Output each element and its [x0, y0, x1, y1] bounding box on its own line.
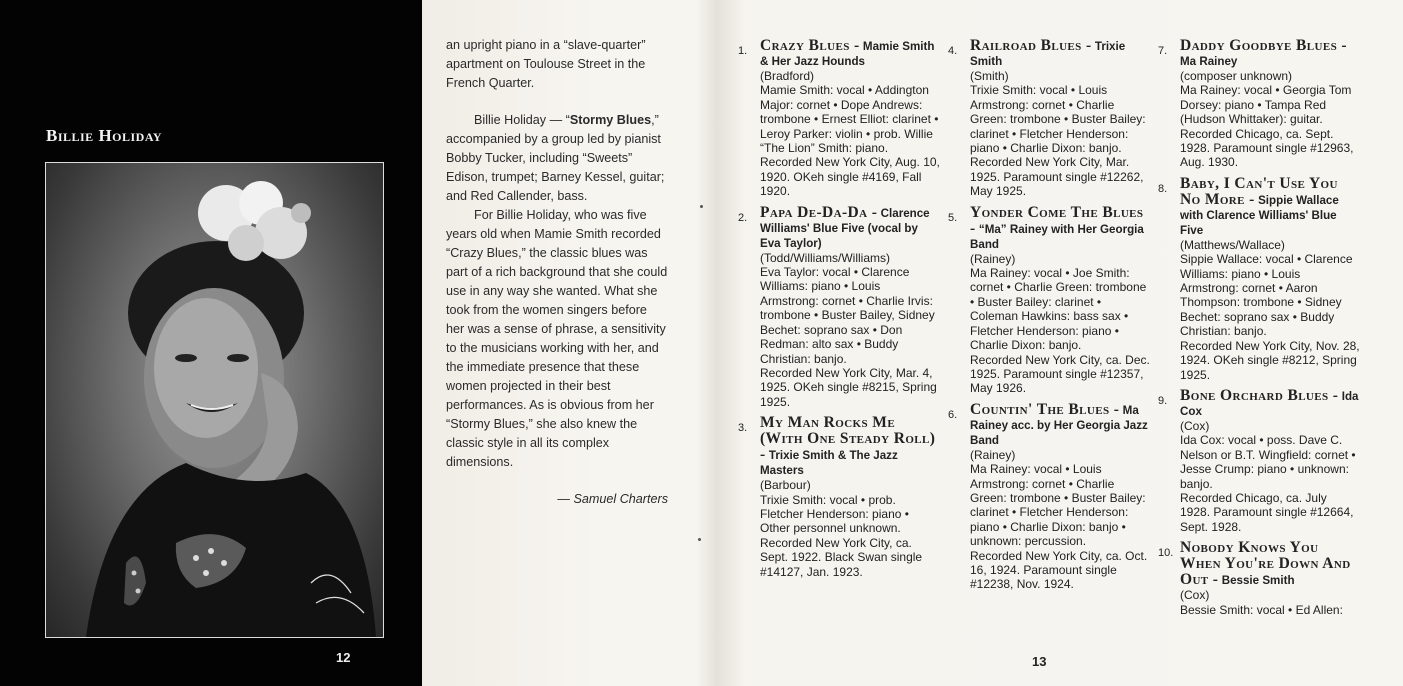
track-artist: Trixie Smith	[970, 40, 1126, 68]
track-recording: Recorded Chicago, ca. Sept. 1928. Paramount single #12963, Aug. 1930.	[1180, 126, 1354, 170]
track-entry	[738, 37, 940, 199]
track-personnel: Trixie Smith: vocal • Louis Armstrong: cornet • Charlie Green: trombone • Buster Bailey: clarinet • Fletcher Henderson: piano • Charlie Dixon: banjo.	[970, 83, 1146, 156]
track-entry	[948, 400, 1150, 592]
track-number: 10.	[1158, 547, 1174, 560]
track-title: Papa De-Da-Da -	[760, 203, 878, 221]
track-number: 4.	[948, 45, 958, 57]
track-title: Baby, I Can't Use You No More -	[1180, 174, 1338, 208]
track-personnel: Ma Rainey: vocal • Georgia Tom Dorsey: piano • Tampa Red (Hudson Whittaker): guitar.	[1180, 83, 1352, 127]
right-page	[422, 0, 1403, 686]
page-number-left: 12	[336, 650, 351, 665]
page-speck	[700, 205, 703, 208]
track-composer: (Rainey)	[970, 447, 1016, 462]
track-artist: Clarence Williams' Blue Five (vocal by Eva Taylor)	[760, 206, 930, 250]
track-recording: Recorded New York City, ca. Dec. 1925. Paramount single #12357, May 1926.	[970, 352, 1150, 396]
track-artist: Ida Cox	[1180, 389, 1359, 418]
track-title: Countin' The Blues -	[970, 400, 1120, 418]
track-number: 8.	[1158, 182, 1168, 195]
track-title: Nobody Knows You When You're Down And Out -	[1180, 539, 1351, 589]
track-recording: Recorded New York City, Nov. 28, 1924. OKeh single #8212, Spring 1925.	[1180, 338, 1360, 382]
track-number: 7.	[1158, 45, 1168, 57]
track-personnel: Ma Rainey: vocal • Louis Armstrong: cornet • Charlie Green: trombone • Buster Bailey: clarinet • Fletcher Henderson: piano • Charlie Dixon: banjo • unknown: percussion.	[970, 462, 1146, 549]
track-personnel: Ma Rainey: vocal • Joe Smith: cornet • Charlie Green: trombone • Buster Bailey: clarinet • Coleman Hawkins: bass sax • Fletcher Henderson: piano • Charlie Dixon: banjo.	[970, 266, 1147, 353]
track-recording: Recorded New York City, ca. Sept. 1922. Black Swan single #14127, Jan. 1923.	[760, 535, 923, 579]
essay-signature: — Samuel Charters	[557, 492, 668, 506]
track-entry	[738, 414, 940, 579]
track-title: Daddy Goodbye Blues -	[1180, 37, 1347, 54]
page-number-right: 13	[1032, 654, 1047, 669]
portrait-photo	[45, 162, 384, 638]
track-recording: Recorded New York City, ca. Oct. 16, 1924. Paramount single #12238, Nov. 1924.	[970, 548, 1148, 592]
track-entry	[1158, 174, 1360, 382]
track-entry	[1158, 539, 1360, 617]
track-artist: “Ma” Rainey with Her Georgia Band	[970, 222, 1144, 251]
essay-text	[446, 36, 668, 509]
track-composer: (Bradford)	[760, 69, 815, 83]
track-entry	[948, 203, 1150, 396]
track-personnel: Eva Taylor: vocal • Clarence Williams: piano • Louis Armstrong: cornet • Charlie Irvis: trombone • Buster Bailey, Sidney Bechet: soprano sax • Don Redman: alto sax • Buddy Christian: banjo.	[760, 265, 935, 366]
track-entry	[738, 203, 940, 409]
track-composer: (Cox)	[1180, 418, 1210, 433]
track-entry	[1158, 37, 1360, 170]
track-column-2	[948, 37, 1150, 598]
track-number: 2.	[738, 211, 748, 224]
essay-p2-bold: Stormy Blues	[569, 113, 652, 127]
track-entry	[1158, 386, 1360, 534]
track-composer: (Todd/Williams/Williams)	[760, 250, 891, 265]
track-artist: Bessie Smith	[1221, 574, 1295, 588]
page-speck	[698, 538, 701, 541]
track-number: 9.	[1158, 394, 1168, 407]
track-number: 6.	[948, 408, 958, 421]
track-column-3	[1158, 37, 1360, 623]
track-title: My Man Rocks Me (With One Steady Roll) -	[760, 414, 936, 464]
track-artist: Ma Rainey	[1180, 55, 1238, 68]
left-page	[0, 0, 422, 686]
track-artist: Ma Rainey acc. by Her Georgia Jazz Band	[970, 403, 1148, 447]
track-artist: Sippie Wallace with Clarence Williams' Blue Five	[1180, 193, 1339, 237]
track-personnel: Trixie Smith: vocal • prob. Fletcher Henderson: piano • Other personnel unknown.	[760, 492, 909, 536]
track-personnel: Bessie Smith: vocal • Ed Allen:	[1180, 602, 1343, 617]
page-title: Billie Holiday	[46, 126, 163, 145]
track-title: Yonder Come The Blues -	[970, 203, 1144, 237]
track-artist: Mamie Smith & Her Jazz Hounds	[760, 40, 935, 68]
essay-p2-end: ,” accompanied by a group led by pianist Bobby Tucker, including “Sweets” Edison, trumpet; Barney Kessel, guitar; and Red Callender, bass.	[446, 113, 665, 203]
track-title: Crazy Blues -	[760, 37, 860, 54]
track-personnel: Mamie Smith: vocal • Addington Major: cornet • Dope Andrews: trombone • Ernest Elliot: clarinet • Leroy Parker: violin • prob. Willie “The Lion” Smith: piano.	[760, 83, 939, 156]
portrait-illustration	[46, 163, 383, 637]
track-personnel: Sippie Wallace: vocal • Clarence Williams: piano • Louis Armstrong: cornet • Aaron Thompson: trombone • Sidney Bechet: soprano sax • Buddy Christian: banjo.	[1180, 252, 1353, 339]
track-composer: (Rainey)	[970, 251, 1016, 266]
track-artist: Trixie Smith & The Jazz Masters	[760, 449, 898, 478]
track-recording: Recorded New York City, Mar. 4, 1925. OKeh single #8215, Spring 1925.	[760, 365, 937, 409]
track-composer: (Cox)	[1180, 588, 1210, 603]
essay-paragraph-1: an upright piano in a “slave-quarter” apartment on Toulouse Street in the French Quarter.	[446, 38, 646, 90]
track-number: 5.	[948, 211, 958, 224]
track-title: Bone Orchard Blues -	[1180, 386, 1339, 404]
track-number: 1.	[738, 45, 748, 57]
track-entry	[948, 37, 1150, 199]
track-number: 3.	[738, 422, 748, 435]
track-composer: (Smith)	[970, 69, 1009, 83]
essay-paragraph-2	[446, 111, 668, 206]
essay-p2-start: Billie Holiday — “	[474, 113, 570, 127]
track-composer: (Barbour)	[760, 478, 811, 493]
track-title: Railroad Blues -	[970, 37, 1092, 54]
track-composer: (composer unknown)	[1180, 69, 1293, 83]
essay-paragraph-3: For Billie Holiday, who was five years old when Mamie Smith recorded “Crazy Blues,” the classic blues was part of a rich background that she could use in any way she wanted. What she took from the women singers before her was a sense of phrase, a sensitivity to the musicians working with her, and the immediate presence that these women projected in their best performances. As is obvious from her “Stormy Blues,” she also knew the classic style in all its complex dimensions.	[446, 208, 668, 469]
track-composer: (Matthews/Wallace)	[1180, 237, 1285, 252]
track-column-1	[738, 37, 940, 585]
track-recording: Recorded New York City, Mar. 1925. Paramount single #12262, May 1925.	[970, 155, 1144, 199]
track-recording: Recorded New York City, Aug. 10, 1920. OKeh single #4169, Fall 1920.	[760, 155, 940, 199]
track-recording: Recorded Chicago, ca. July 1928. Paramount single #12664, Sept. 1928.	[1180, 490, 1354, 534]
track-personnel: Ida Cox: vocal • poss. Dave C. Nelson or B.T. Wingfield: cornet • Jesse Crump: piano • unknown: banjo.	[1180, 433, 1356, 491]
